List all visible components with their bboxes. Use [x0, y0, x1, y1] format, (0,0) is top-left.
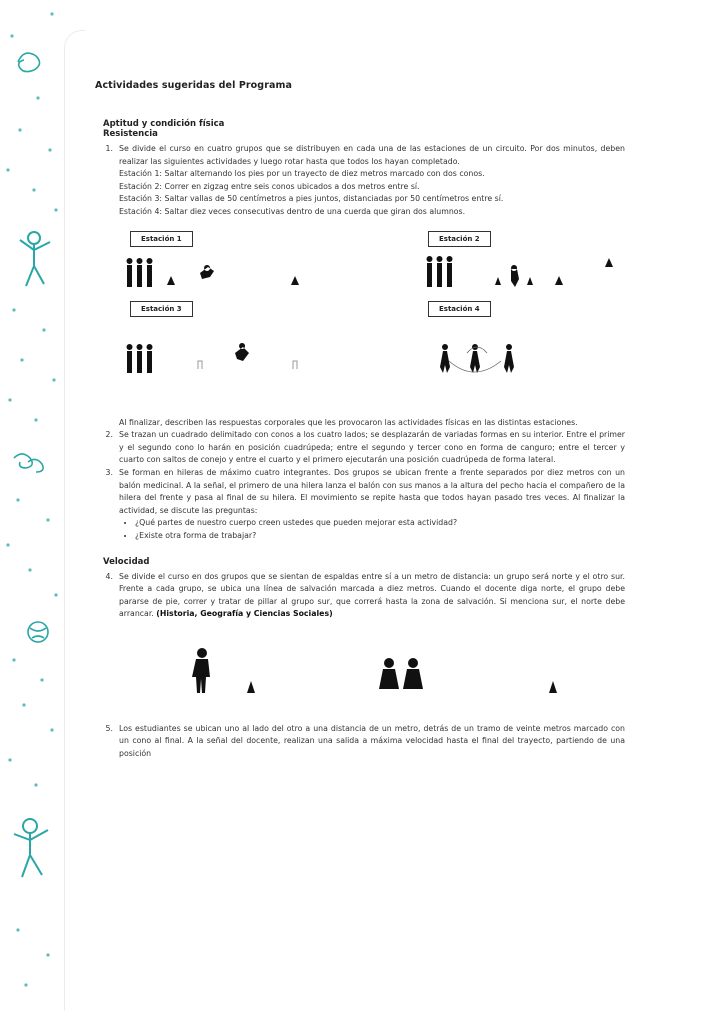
page-edge-decoration	[64, 30, 85, 1011]
hurdle-icon	[293, 361, 297, 369]
velocity-illustration	[95, 633, 625, 713]
jumping-person-icon	[235, 343, 249, 361]
item-1-closing-text: Al finalizar, describen las respuestas corporales que les provocaron las actividades físicas en las distintas estaciones.	[119, 417, 578, 427]
cone-icon	[549, 681, 557, 693]
list-number: 5.	[105, 723, 113, 733]
jumping-person-icon	[200, 265, 214, 279]
child-figure-icon	[14, 819, 48, 877]
section-heading-velocidad: Velocidad	[103, 556, 150, 567]
cone-icon	[555, 276, 563, 285]
running-person-icon	[511, 265, 519, 287]
document-content	[95, 80, 625, 761]
people-group-icon	[127, 344, 153, 373]
seated-people-icon	[379, 658, 423, 689]
station-3-label: Estación 3	[130, 301, 193, 317]
stations-figures	[95, 229, 625, 409]
doodle-icon	[14, 454, 43, 472]
list-number: 4.	[105, 571, 113, 581]
station-4-text: Estación 4: Saltar diez veces consecutivas dentro de una cuerda que giran dos alumnos.	[119, 206, 466, 216]
station-2-label: Estación 2	[428, 231, 491, 247]
list-item-2	[95, 429, 625, 467]
question-list	[95, 517, 625, 542]
cone-icon	[247, 681, 255, 693]
list-item-3	[95, 467, 625, 517]
item-text: Se divide el curso en dos grupos que se sientan de espaldas entre sí a un metro de distancia: un grupo será norte y el otro sur. Frente a cada grupo, se ubica una línea de salvación marcada a diez metros. Cuando el docente diga norte, el grupo debe pararse de pie, correr y tratar de pillar al grupo sur, que correrá hasta la zona de salvación. Si menciona sur, el norte debe arrancar.	[119, 571, 625, 619]
list-item: • ¿Existe otra forma de trabajar?	[135, 530, 625, 543]
station-2-text: Estación 2: Correr en zigzag entre seis conos ubicados a dos metros entre sí.	[119, 181, 420, 191]
item-text: Se forman en hileras de máximo cuatro integrantes. Dos grupos se ubican frente a frente separados por diez metros con un balón medicinal. A la señal, el primero de una hilera lanza el balón con sus manos a la altura del pecho hacia el compañero de la hilera del frente y pasa al final de su hilera. El movimiento se repite hasta que todos hayan pasado tres veces. Al finalizar la actividad, se discute las preguntas:	[119, 467, 625, 515]
list-item-5	[95, 723, 625, 761]
station-4-label: Estación 4	[428, 301, 491, 317]
cone-icon	[291, 276, 299, 285]
station-1-label: Estación 1	[130, 231, 193, 247]
list-item: • ¿Qué partes de nuestro cuerpo creen ustedes que pueden mejorar esta actividad?	[135, 517, 625, 530]
station-1-text: Estación 1: Saltar alternando los pies por un trayecto de diez metros marcado con dos conos.	[119, 169, 485, 179]
doodle-icon	[18, 53, 40, 72]
cone-icon	[495, 277, 501, 285]
cone-icon	[167, 276, 175, 285]
list-number: 3.	[105, 467, 113, 477]
item-text: Los estudiantes se ubican uno al lado del otro a una distancia de un metro, detrás de un tramo de veinte metros marcado con un cono al final. A la señal del docente, realizan una salida a máxima velocidad hasta el final del trayecto, partiendo de una posición	[119, 723, 625, 759]
cone-icon	[605, 258, 613, 267]
section-heading-resistencia: Resistencia	[103, 129, 158, 139]
list-item-4	[95, 571, 625, 621]
item-text: Se trazan un cuadrado delimitado con conos a los cuatro lados; se desplazarán de variadas formas en su interior. Entre el primer y el segundo cono lo harán en posición cuadrúpeda; entre el segundo y tercer cono en forma de canguro; entre el tercer y cuarto con saltos de conejo y entre el cuarto y el primero ejecutarán una posición cuadrúpeda de forma lateral.	[119, 430, 625, 465]
ball-icon	[28, 622, 48, 642]
list-number: 1.	[105, 144, 113, 153]
jump-rope-people-icon	[440, 344, 514, 373]
hurdle-icon	[198, 361, 202, 369]
item-text: Se divide el curso en cuatro grupos que se distribuyen en cada una de las estaciones de un circuito. Por dos minutos, deben realizar las siguientes actividades y luego rotar hasta que todos los hayan completado.	[119, 144, 625, 166]
velocity-figures	[95, 633, 625, 713]
subtitle: Aptitud y condición física	[103, 119, 225, 129]
list-number: 2.	[105, 430, 113, 440]
curriculum-link: (Historia, Geografía y Ciencias Sociales)	[156, 609, 333, 619]
list-item-1	[95, 143, 625, 219]
page-title: Actividades sugeridas del Programa	[95, 80, 293, 91]
child-figure-icon	[20, 232, 50, 286]
standing-person-icon	[192, 648, 210, 693]
people-group-icon	[127, 258, 153, 287]
station-3-text: Estación 3: Saltar vallas de 50 centímetros a pies juntos, distanciadas por 50 centímetros entre sí.	[119, 194, 504, 204]
cone-icon	[527, 277, 533, 285]
stations-illustration	[95, 229, 625, 409]
people-group-icon	[427, 256, 453, 287]
